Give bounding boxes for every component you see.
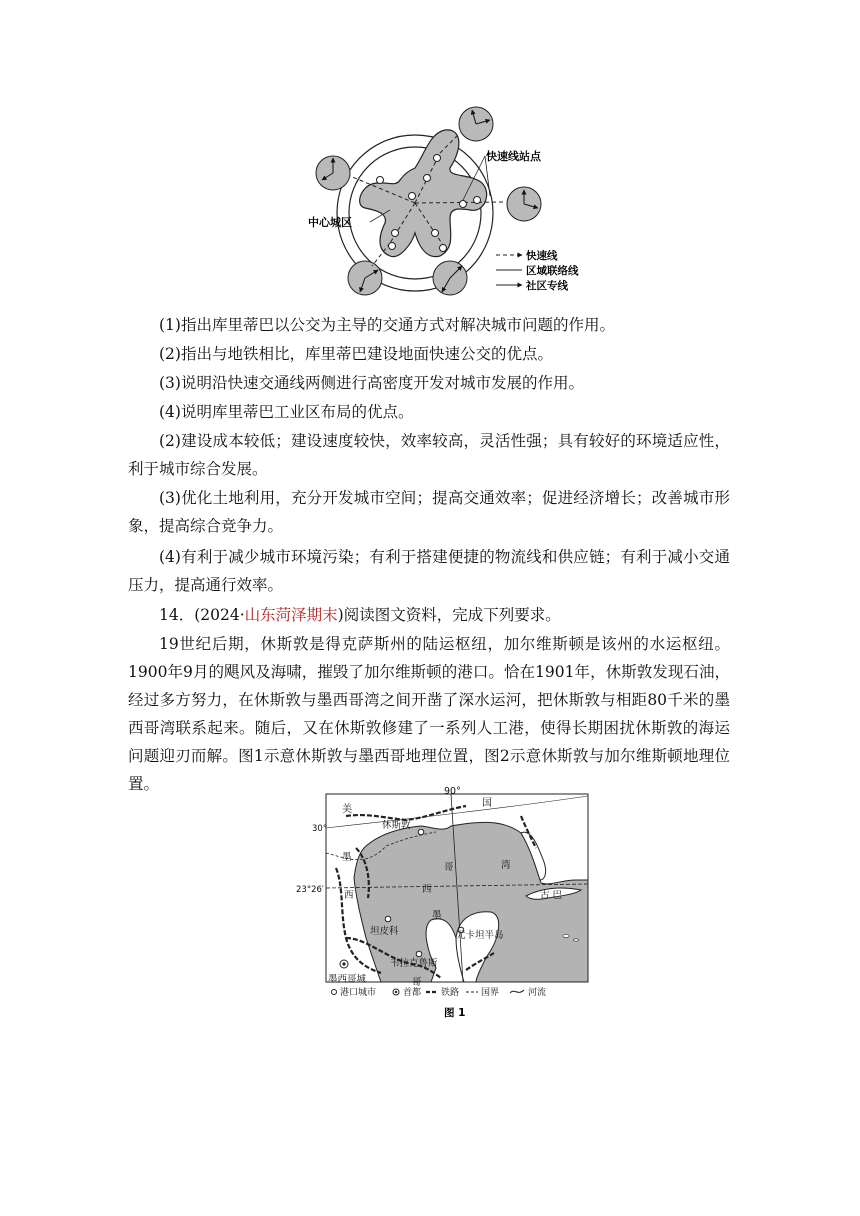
label-mei: 美 <box>342 804 352 815</box>
legend-capital: 首都 <box>403 988 422 998</box>
label-land-xi: 西 <box>344 890 354 901</box>
label-express-station: 快速线站点 <box>486 150 541 163</box>
label-gulf-mo: 墨 <box>432 910 442 921</box>
legend-port: 港口城市 <box>340 988 377 998</box>
label-gulf-ge: 哥 <box>444 862 454 873</box>
label-land-ge: 哥 <box>412 977 422 988</box>
legend-railway: 铁路 <box>441 988 460 998</box>
legend-regional: 区域联络线 <box>526 265 579 277</box>
question-14-paragraph: 19世纪后期，休斯敦是得克萨斯州的陆运枢纽，加尔维斯顿是该州的水运枢纽。1900年9月的飓风及海啸，摧毁了加尔维斯顿的港口。恰在1901年，休斯敦发现石油，经过多方努力，在休斯敦与墨西哥湾之间开凿了深水运河，把休斯敦与相距80千米的墨西哥湾联系起来。随后，又在休斯敦修建了一系列人工港，使得长期困扰休斯敦的海运问题迎刃而解。图1示意休斯敦与墨西哥地理位置，图2示意休斯敦与加尔维斯顿地理位置。 <box>128 635 730 793</box>
legend-border: 国界 <box>481 988 500 998</box>
gulf-of-mexico-map <box>296 786 588 1020</box>
label-veracruz: 韦拉克鲁斯 <box>390 958 438 969</box>
label-guo: 国 <box>482 798 492 809</box>
label-land-mo: 墨 <box>342 852 352 863</box>
label-lon-90: 90° <box>444 786 461 797</box>
label-mexico-city: 墨西哥城 <box>328 974 367 985</box>
question-4: (4)说明库里蒂巴工业区布局的优点。 <box>159 403 414 421</box>
question-14-number: 14．(2024· <box>159 606 245 624</box>
label-houston: 休斯敦 <box>382 820 411 831</box>
label-central-city: 中心城区 <box>308 216 352 229</box>
label-tampico: 坦皮科 <box>370 926 399 937</box>
answer-2: (2)建设成本较低；建设速度较快，效率较高，灵活性强；具有较好的环境适应性，利于城市综合发展。 <box>128 432 730 478</box>
label-gulf-xi: 西 <box>422 884 432 895</box>
label-yucatan: 尤卡坦半岛 <box>456 930 504 941</box>
answer-3: (3)优化土地利用，充分开发城市空间；提高交通效率；促进经济增长；改善城市形象，提高综合竞争力。 <box>128 489 730 535</box>
central-city-star <box>360 130 487 257</box>
question-14-source: 山东菏泽期末 <box>244 606 338 624</box>
answer-4: (4)有利于减少城市环境污染；有利于搭建便捷的物流线和供应链；有利于减小交通压力，提高通行效率。 <box>128 548 730 594</box>
label-lat-23: 23°26′ <box>296 885 324 895</box>
figure-1-caption: 图 1 <box>444 1007 466 1019</box>
question-14-heading <box>128 601 730 629</box>
question-1: (1)指出库里蒂巴以公交为主导的交通方式对解决城市问题的作用。 <box>159 316 615 334</box>
label-lat-30: 30° <box>312 824 328 834</box>
label-cuba: 古 巴 <box>540 890 563 901</box>
legend-express: 快速线 <box>526 250 558 262</box>
label-gulf-wan: 湾 <box>501 860 511 871</box>
question-3: (3)说明沿快速交通线两侧进行高密度开发对城市发展的作用。 <box>159 374 584 392</box>
legend-river: 河流 <box>528 988 547 998</box>
legend-community: 社区专线 <box>526 280 568 292</box>
question-14-instruction: )阅读图文资料，完成下列要求。 <box>337 606 561 624</box>
figure1-legend <box>496 249 579 292</box>
map-legend <box>332 986 547 998</box>
curitiba-transit-diagram <box>300 98 590 303</box>
question-2: (2)指出与地铁相比，库里蒂巴建设地面快速公交的优点。 <box>159 345 553 363</box>
